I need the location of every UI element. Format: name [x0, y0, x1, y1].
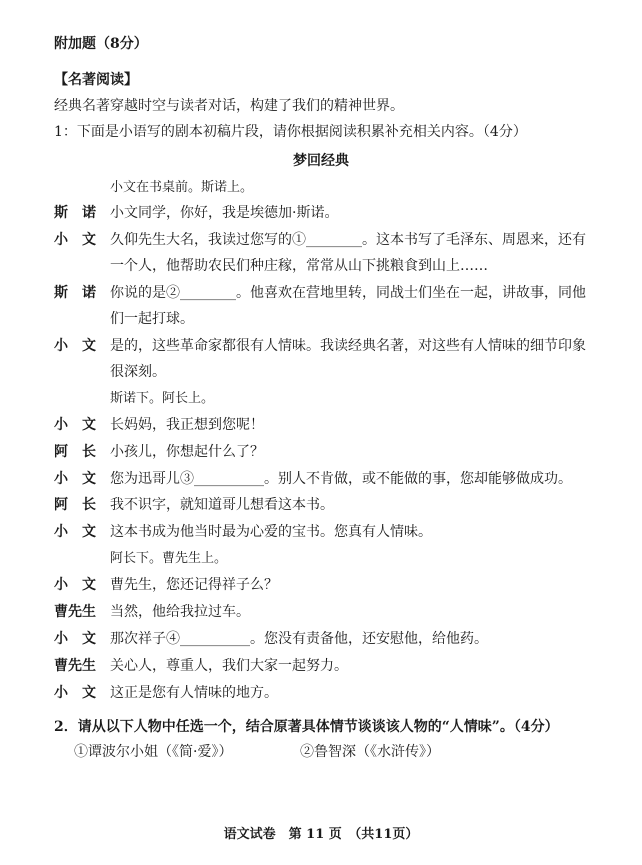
dialogue-line: 那次祥子④__________。您没有责备他，还安慰他，给他药。 — [110, 631, 488, 647]
dialogue-line: 你说的是②________。他喜欢在营地里转，同战士们坐在一起，讲故事，同他 — [110, 285, 586, 301]
speaker-label: 曹先生 — [54, 658, 96, 674]
question-2-option-2: ②鲁智深（《水浒传》） — [300, 744, 440, 760]
dialogue-line: 久仰先生大名，我读过您写的①________。这本书写了毛泽东、周恩来，还有 — [110, 232, 586, 248]
dialogue-line: 当然，他给我拉过车。 — [110, 604, 250, 620]
speaker-label: 斯 诺 — [54, 205, 96, 221]
question-2: 2．请从以下人物中任选一个，结合原著具体情节谈谈该人物的“人情味”。（4分） — [54, 719, 559, 735]
dialogue-line: 小孩儿，你想起什么了？ — [110, 444, 264, 460]
speaker-label: 小 文 — [54, 417, 96, 433]
question-2-option-1: ①谭波尔小姐（《简·爱》） — [74, 744, 233, 760]
dialogue-line: 长妈妈，我正想到您呢！ — [110, 417, 264, 433]
section-title: 附加题（8分） — [54, 36, 148, 52]
intro-text: 经典名著穿越时空与读者对话，构建了我们的精神世界。 — [54, 98, 404, 114]
dialogue-line: 小文同学，你好，我是埃德加·斯诺。 — [110, 205, 339, 221]
speaker-label: 小 文 — [54, 631, 96, 647]
reading-heading: 【名著阅读】 — [54, 72, 138, 88]
dialogue-line: 这本书成为他当时最为心爱的宝书。您真有人情味。 — [110, 524, 432, 540]
dialogue-line: 们一起打球。 — [110, 311, 194, 327]
speaker-label: 小 文 — [54, 685, 96, 701]
speaker-label: 小 文 — [54, 524, 96, 540]
dialogue-line: 关心人，尊重人，我们大家一起努力。 — [110, 658, 348, 674]
speaker-label: 阿 长 — [54, 444, 96, 460]
stage-direction-3: 阿长下。曹先生上。 — [110, 551, 228, 566]
speaker-label: 曹先生 — [54, 604, 96, 620]
speaker-label: 小 文 — [54, 577, 96, 593]
dialogue-line: 我不识字，就知道哥儿想看这本书。 — [110, 497, 334, 513]
speaker-label: 斯 诺 — [54, 285, 96, 301]
stage-direction-1: 小文在书桌前。斯诺上。 — [110, 180, 254, 195]
dialogue-line: 曹先生，您还记得祥子么？ — [110, 577, 278, 593]
speaker-label: 小 文 — [54, 338, 96, 354]
page-footer: 语文试卷 第 11 页 （共11页） — [223, 827, 419, 842]
dialogue-line: 这正是您有人情味的地方。 — [110, 685, 278, 701]
speaker-label: 小 文 — [54, 232, 96, 248]
speaker-label: 阿 长 — [54, 497, 96, 513]
question-1: 1：下面是小语写的剧本初稿片段，请你根据阅读积累补充相关内容。（4分） — [54, 124, 527, 140]
speaker-label: 小 文 — [54, 471, 96, 487]
dialogue-line: 是的，这些革命家都很有人情味。我读经典名著，对这些有人情味的细节印象 — [110, 338, 586, 354]
stage-direction-2: 斯诺下。阿长上。 — [110, 391, 215, 406]
dialogue-line: 一个人，他帮助农民们种庄稼，常常从山下挑粮食到山上…… — [110, 258, 488, 274]
script-title: 梦回经典 — [293, 153, 349, 169]
dialogue-line: 您为迅哥儿③__________。别人不肯做，或不能做的事，您却能够做成功。 — [110, 471, 572, 487]
dialogue-line: 很深刻。 — [110, 364, 166, 380]
